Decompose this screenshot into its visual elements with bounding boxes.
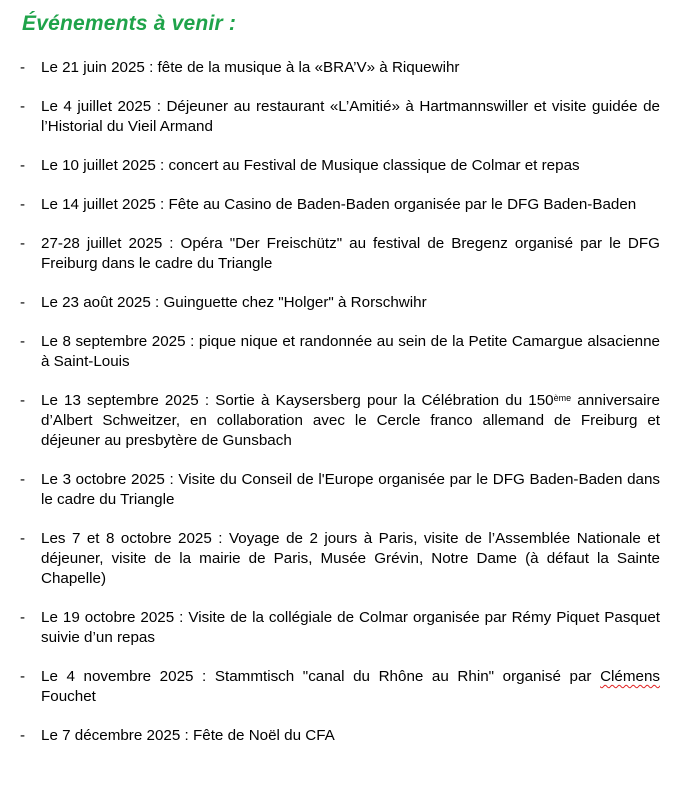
list-item (0, 97, 690, 137)
bullet-dash: - (20, 333, 26, 350)
event-text: Le 7 décembre 2025 : Fête de Noël du CFA (41, 727, 335, 744)
bullet-dash: - (20, 294, 26, 311)
event-text: Les 7 et 8 octobre 2025 : Voyage de 2 jours à Paris, visite de l’Assemblée Nationale et déjeuner, visite de la mairie de Paris, Musée Grévin, Notre Dame (à défaut la Sainte Chapelle) (41, 530, 660, 587)
event-text-start: Le 13 septembre 2025 : Sortie à Kaysersberg pour la Célébration du 150 (41, 392, 554, 409)
ordinal-superscript: ème (553, 393, 572, 403)
page-title: Événements à venir : (22, 12, 237, 35)
event-text-end: anniversaire d’Albert Schweitzer, en collaboration avec le Cercle franco allemand de Freiburg et déjeuner au presbytère de Gunsbach (41, 392, 661, 449)
event-text: Le 19 octobre 2025 : Visite de la collégiale de Colmar organisée par Rémy Piquet Pasquet suivie d’un repas (41, 609, 660, 646)
event-text: 27-28 juillet 2025 : Opéra "Der Freischütz" au festival de Bregenz organisé par le DFG Freiburg dans le cadre du Triangle (41, 235, 660, 272)
event-text: Le 4 juillet 2025 : Déjeuner au restaurant «L’Amitié» à Hartmannswiller et visite guidée de l’Historial du Vieil Armand (41, 98, 660, 135)
event-text: Le 21 juin 2025 : fête de la musique à la «BRA’V» à Riquewihr (41, 59, 460, 76)
list-item (0, 726, 690, 746)
list-item (0, 529, 690, 589)
bullet-dash: - (20, 59, 26, 76)
list-item (0, 156, 690, 176)
list-item (0, 391, 690, 451)
event-text-end: Fouchet (41, 688, 96, 705)
event-text (41, 668, 660, 705)
event-text: Le 23 août 2025 : Guinguette chez "Holger" à Rorschwihr (41, 294, 427, 311)
bullet-dash: - (20, 235, 26, 252)
event-text: Le 3 octobre 2025 : Visite du Conseil de l'Europe organisée par le DFG Baden-Baden dans le cadre du Triangle (41, 471, 660, 508)
list-item (0, 667, 690, 707)
bullet-dash: - (20, 196, 26, 213)
list-item (0, 293, 690, 313)
list-item (0, 234, 690, 274)
list-item (0, 470, 690, 510)
list-item (0, 332, 690, 372)
list-item (0, 58, 690, 78)
bullet-dash: - (20, 727, 26, 744)
event-text (41, 392, 660, 449)
bullet-dash: - (20, 530, 26, 547)
bullet-dash: - (20, 609, 26, 626)
bullet-dash: - (20, 157, 26, 174)
bullet-dash: - (20, 392, 26, 409)
bullet-dash: - (20, 471, 26, 488)
bullet-dash: - (20, 98, 26, 115)
event-text-start: Le 4 novembre 2025 : Stammtisch "canal du Rhône au Rhin" organisé par (41, 668, 601, 685)
event-text: Le 14 juillet 2025 : Fête au Casino de Baden-Baden organisée par le DFG Baden-Baden (41, 196, 637, 213)
bullet-dash: - (20, 668, 26, 685)
events-list (0, 58, 690, 765)
spellcheck-word[interactable]: Clémens (600, 668, 660, 685)
event-text: Le 10 juillet 2025 : concert au Festival de Musique classique de Colmar et repas (41, 157, 580, 174)
list-item (0, 195, 690, 215)
list-item (0, 608, 690, 648)
event-text: Le 8 septembre 2025 : pique nique et randonnée au sein de la Petite Camargue alsacienne à Saint-Louis (41, 333, 660, 370)
